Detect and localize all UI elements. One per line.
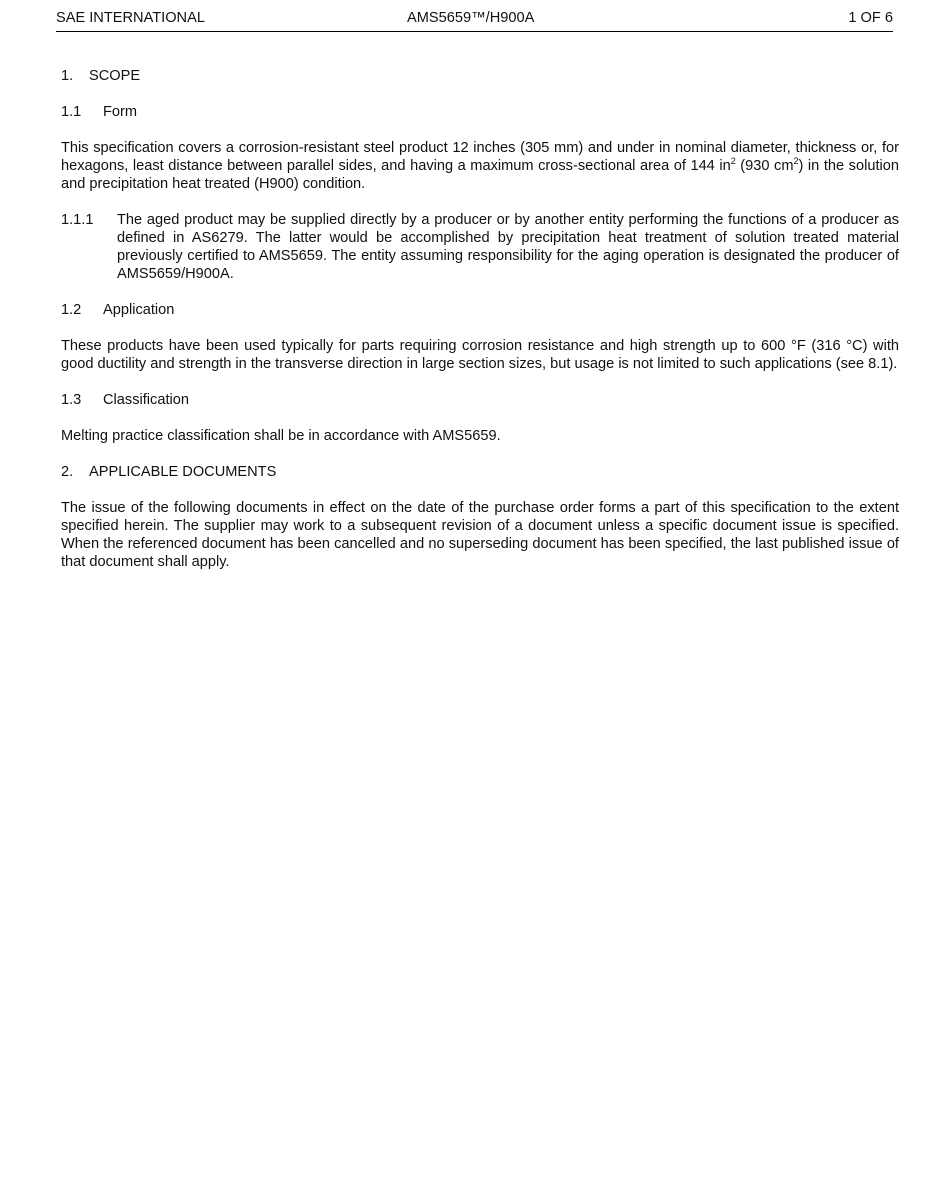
section-title: SCOPE [89, 68, 141, 84]
section-title: Classification [103, 392, 189, 408]
document-body [61, 67, 899, 571]
header-page-number: 1 OF 6 [848, 10, 893, 26]
section-1-1-heading [61, 103, 899, 121]
section-number: 2. [61, 464, 74, 480]
section-number: 1.1.1 [61, 212, 94, 228]
applicable-documents-paragraph: The issue of the following documents in effect on the date of the purchase order forms a part of this specification to the extent specified herein. The supplier may work to a subsequent revision of a document unless a specific document issue is specified. When the referenced document has been cancelled and no superseding document has been specified, the last published issue of that document shall apply. [61, 500, 899, 570]
section-1-heading [61, 67, 899, 85]
section-1-1-1-text: The aged product may be supplied directly by a producer or by another entity performing the functions of a producer as defined in AS6279. The latter would be accomplished by precipitation heat treatment of solution treated material previously certified to AMS5659. The entity assuming responsibility for the aging operation is designated the producer of AMS5659/H900A. [117, 212, 899, 282]
section-title: Form [103, 104, 138, 120]
section-title: Application [103, 302, 175, 318]
section-number: 1.1 [61, 104, 82, 120]
section-number: 1. [61, 68, 74, 84]
section-2-heading [61, 463, 899, 481]
section-number: 1.3 [61, 392, 82, 408]
page-header [56, 10, 893, 32]
section-title: APPLICABLE DOCUMENTS [89, 464, 277, 480]
section-1-3-heading [61, 391, 899, 409]
header-organization: SAE INTERNATIONAL [56, 10, 205, 26]
header-document-number: AMS5659™/H900A [407, 10, 535, 26]
section-number: 1.2 [61, 302, 82, 318]
classification-paragraph: Melting practice classification shall be in accordance with AMS5659. [61, 428, 501, 444]
form-paragraph: This specification covers a corrosion-resistant steel product 12 inches (305 mm) and under in nominal diameter, thickness or, for hexagons, least distance between parallel sides, and having a maximum cross-sectional area of 144 $in^2$ (930 $cm^2$) in the solution and precipitation heat treated (H900) condition. [61, 140, 899, 192]
section-1-1-1 [61, 211, 899, 283]
section-1-2-heading [61, 301, 899, 319]
application-paragraph: These products have been used typically for parts requiring corrosion resistance and high strength up to 600 °F (316 °C) with good ductility and strength in the transverse direction in large section sizes, but usage is not limited to such applications (see 8.1). [61, 338, 899, 372]
